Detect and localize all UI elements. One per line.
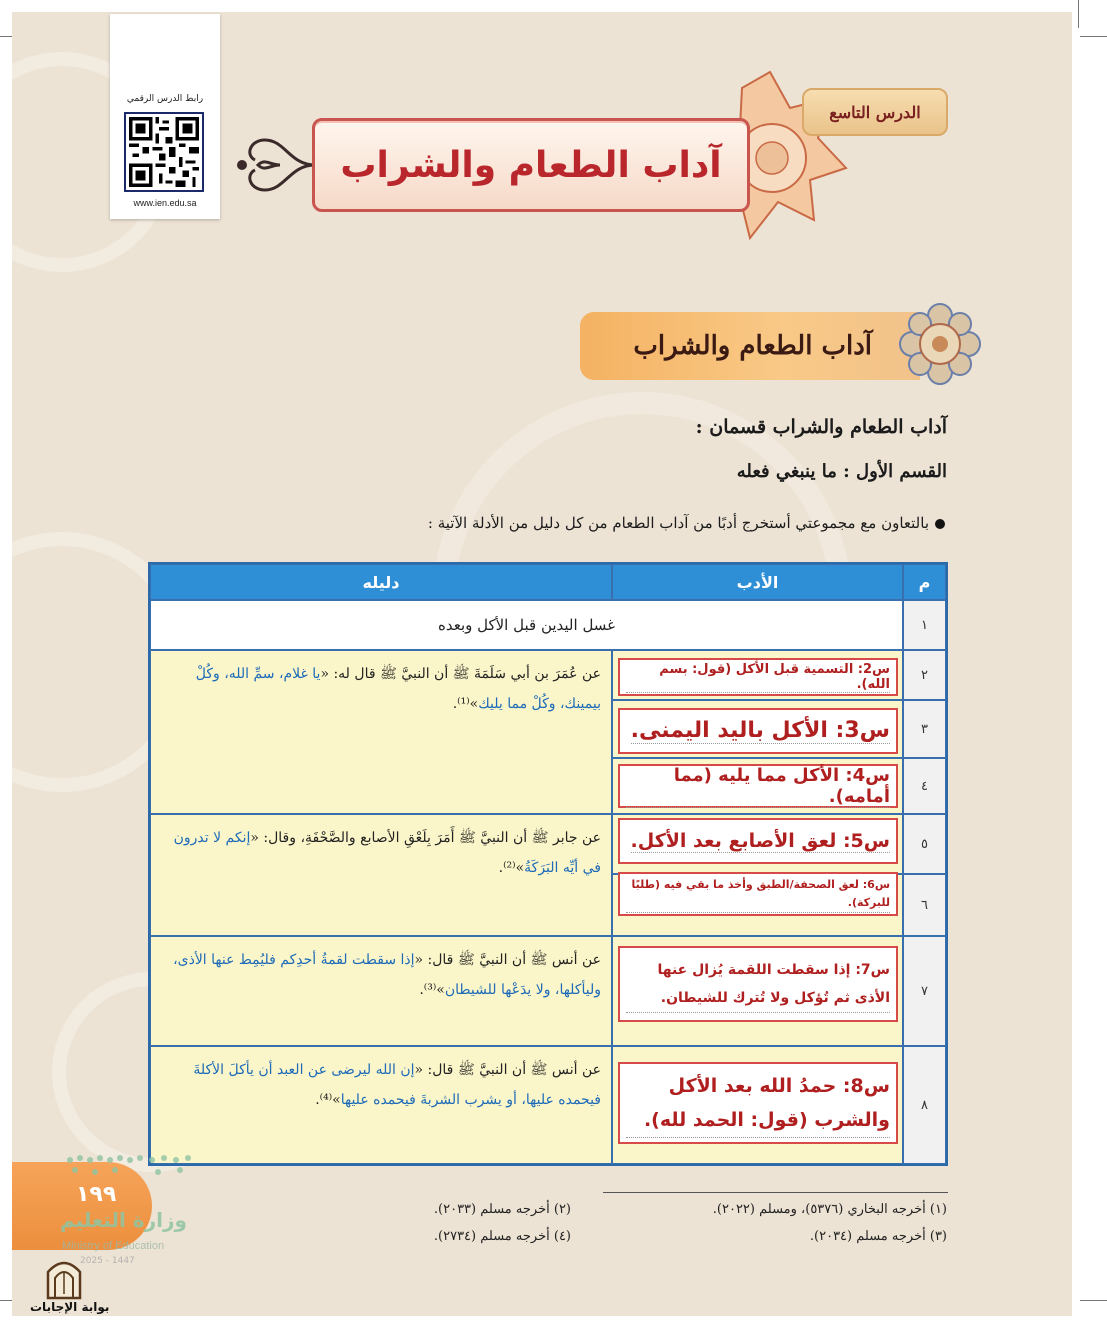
footnote-3: (٣) أخرجه مسلم (٢٠٣٤). — [809, 1229, 947, 1244]
lesson-number-badge: الدرس التاسع — [802, 88, 948, 136]
answer-text: س8: حمدُ الله بعد الأكل والشرب (قول: الحمد لله). — [626, 1069, 890, 1138]
proof-lead: عن أنس ﷺ أن النبيَّ ﷺ قال: « — [414, 952, 601, 968]
proof-lead: عن أنس ﷺ أن النبيَّ ﷺ قال: « — [414, 1062, 601, 1078]
footnote-2: (٢) أخرجه مسلم (٢٠٣٣). — [433, 1202, 571, 1217]
proof-tail: »⁽¹⁾. — [452, 696, 479, 712]
qr-card[interactable] — [110, 14, 220, 219]
footnote-rule — [603, 1192, 948, 1193]
footnote-4: (٤) أخرجه مسلم (٢٧٣٤). — [433, 1229, 571, 1244]
crop-mark — [1080, 36, 1107, 37]
hadith-quote: إذا سقطت لقمةُ أحدِكم فليُمِط عنها الأذى، وليأكلها، ولا يدَعْها للشيطان — [173, 952, 601, 998]
ministry-name-en: Ministry of Education — [62, 1240, 165, 1252]
proof-lead: عن جابر ﷺ أن النبيَّ ﷺ أَمَرَ بِلَعْقِ الأصابع والصَّحْفَةِ، وقال: « — [250, 830, 601, 846]
page-number: ١٩٩ — [76, 1182, 117, 1207]
answer-text: س6: لعق الصحفة/الطبق وأخذ ما بقي فيه (طلبًا للبركة). — [626, 876, 890, 913]
proof-cell — [150, 650, 612, 814]
proof-tail: »⁽⁴⁾. — [315, 1092, 341, 1108]
row-number: ١ — [903, 600, 946, 650]
answer-text: س5: لعق الأصابع بعد الأكل. — [630, 829, 890, 852]
hadith-quote: إن الله ليرضى عن العبد أن يأكلَ الأكلةَ فيحمده عليها، أو يشرب الشربةَ فيحمده عليها — [193, 1062, 601, 1108]
header-adab: الأدب — [612, 564, 903, 600]
intro-text: آداب الطعام والشراب قسمان : — [695, 416, 947, 438]
row-number: ٣ — [903, 700, 946, 758]
proof-cell — [150, 814, 612, 936]
section-banner — [580, 312, 920, 380]
lesson-title-frame — [312, 118, 750, 212]
answer-box[interactable] — [618, 818, 898, 864]
answer-box[interactable] — [618, 764, 898, 808]
rosette-icon — [898, 302, 982, 386]
header-proof: دليله — [150, 564, 612, 600]
answer-text: س4: الأكل مما يليه (مما أمامه). — [626, 765, 890, 808]
answer-text: س2: التسمية قبل الأكل (قول: بسم الله). — [626, 662, 890, 693]
instruction-text — [428, 514, 945, 532]
proof-lead: عن عُمَرَ بن أبي سَلَمَةَ ﷺ أن النبيَّ ﷺ قال له: « — [320, 666, 601, 682]
row-number: ٦ — [903, 874, 946, 936]
gateway-label[interactable]: بوابة الإجابات — [30, 1300, 110, 1314]
row-number: ٧ — [903, 936, 946, 1046]
bullet-icon — [935, 519, 945, 529]
row-number: ٨ — [903, 1046, 946, 1164]
proof-cell — [150, 936, 612, 1046]
proof-cell — [150, 1046, 612, 1164]
edition-year: 2025 - 1447 — [80, 1256, 135, 1266]
qr-url[interactable]: www.ien.edu.sa — [133, 198, 197, 208]
proof-tail: »⁽³⁾. — [419, 982, 445, 998]
lesson-title: آداب الطعام والشراب — [340, 144, 722, 186]
answer-box[interactable] — [618, 1062, 898, 1144]
section-title: آداب الطعام والشراب — [633, 331, 872, 361]
answer-box[interactable] — [618, 946, 898, 1022]
footnote-1: (١) أخرجه البخاري (٥٣٧٦)، ومسلم (٢٠٢٢). — [712, 1202, 947, 1217]
answer-box[interactable] — [618, 872, 898, 916]
hadith-quote: إنكم لا تدرون في أيِّه البَرَكَةُ — [173, 830, 601, 876]
row-number: ٥ — [903, 814, 946, 874]
answer-box[interactable] — [618, 708, 898, 754]
instruction-label: بالتعاون مع مجموعتي أستخرج أدبًا من آداب الطعام من كل دليل من الأدلة الآتية : — [427, 514, 929, 532]
ministry-name-ar: وزارة التعليم — [60, 1208, 187, 1232]
answer-text: س7: إذا سقطت اللقمة يُزال عنها الأذى ثم تُؤكل ولا تُترك للشيطان. — [626, 956, 890, 1013]
header-num: م — [903, 564, 946, 600]
crop-mark — [1078, 0, 1079, 28]
qr-code-icon[interactable] — [124, 112, 204, 192]
row-number: ٤ — [903, 758, 946, 814]
hadith-quote: يا غلام، سمِّ الله، وكُلْ بيمينك، وكُلْ مما يليك — [195, 666, 601, 712]
decorative-swirl-icon — [230, 120, 320, 210]
crop-mark — [1080, 1300, 1107, 1301]
proof-tail: »⁽²⁾. — [498, 860, 525, 876]
row-number: ٢ — [903, 650, 946, 700]
answer-text: س3: الأكل باليد اليمنى. — [630, 718, 890, 743]
qr-caption: رابط الدرس الرقمي — [126, 94, 204, 104]
part-one-heading: القسم الأول : ما ينبغي فعله — [736, 461, 947, 482]
row1-adab-text: غسل اليدين قبل الأكل وبعده — [150, 600, 903, 650]
gateway-logo-icon[interactable] — [44, 1256, 84, 1300]
answer-box[interactable] — [618, 658, 898, 696]
